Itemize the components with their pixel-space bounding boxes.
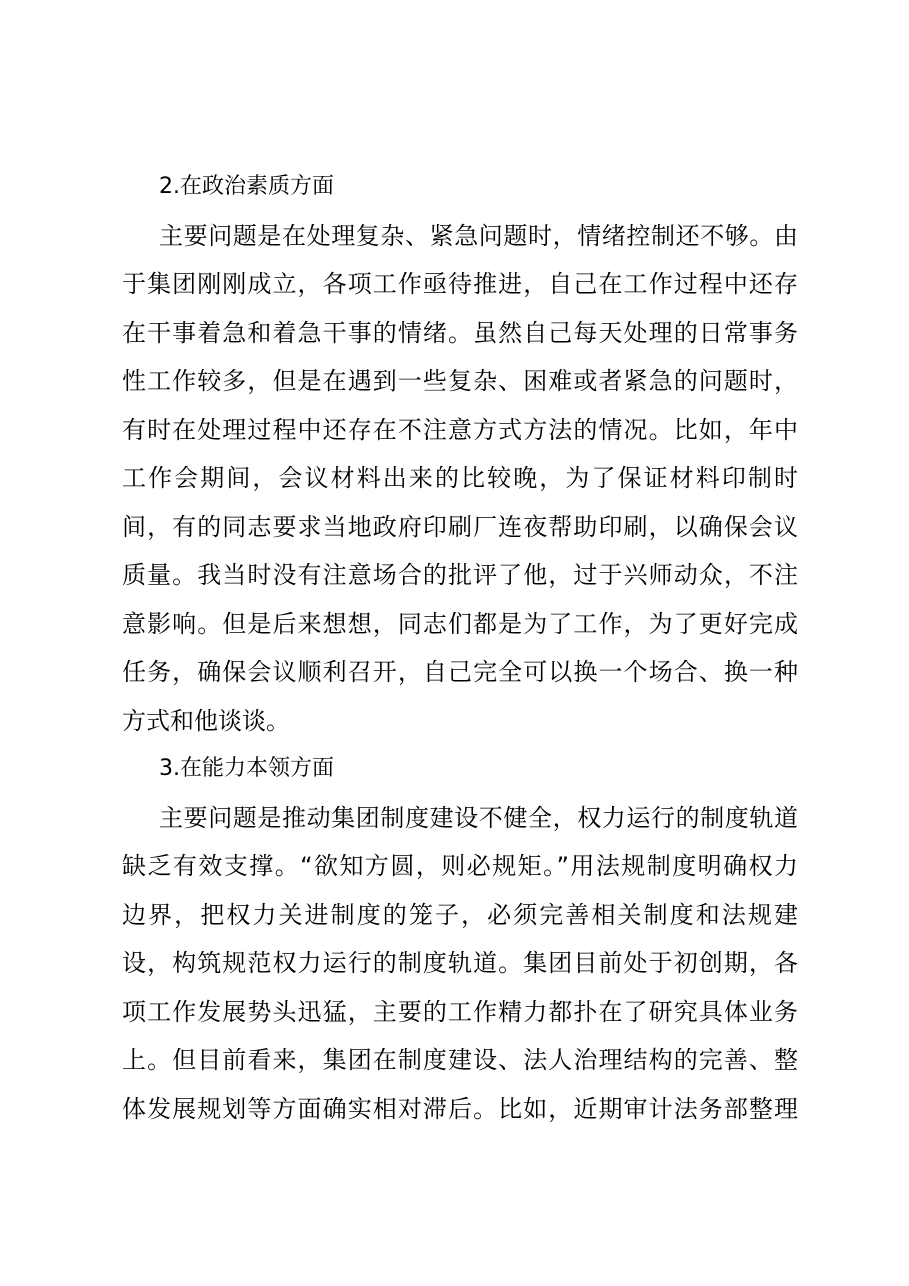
paragraph-line: 缺乏有效支撑。“欲知方圆，则必规矩。”用法规制度明确权力: [122, 852, 798, 880]
paragraph-line: 设，构筑规范权力运行的制度轨道。集团目前处于初创期，各: [122, 949, 798, 977]
paragraph-line: 主要问题是推动集团制度建设不健全，权力运行的制度轨道: [159, 803, 798, 832]
paragraph-line: 性工作较多，但是在遇到一些复杂、困难或者紧急的问题时，: [122, 367, 798, 395]
paragraph-line: 任务，确保会议顺利召开，自己完全可以换一个场合、换一种: [122, 658, 798, 686]
paragraph-line: 间，有的同志要求当地政府印刷厂连夜帮助印刷，以确保会议: [122, 512, 798, 541]
paragraph-line: 质量。我当时没有注意场合的批评了他，过于兴师动众，不注: [122, 561, 798, 589]
paragraph-line: 体发展规划等方面确实相对滞后。比如，近期审计法务部整理: [122, 1094, 798, 1123]
paragraph-line: 在干事着急和着急干事的情绪。虽然自己每天处理的日常事务: [122, 318, 798, 347]
paragraph-line: 上。但目前看来，集团在制度建设、法人治理结构的完善、整: [122, 1046, 798, 1074]
paragraph-line: 意影响。但是后来想想，同志们都是为了工作，为了更好完成: [122, 609, 798, 638]
paragraph-line: 有时在处理过程中还存在不注意方式方法的情况。比如，年中: [122, 415, 798, 444]
paragraph-line: 工作会期间，会议材料出来的比较晚，为了保证材料印制时: [122, 464, 798, 492]
paragraph-line: 于集团刚刚成立，各项工作亟待推进，自己在工作过程中还存: [122, 270, 798, 298]
section-heading-political: 2.在政治素质方面: [159, 174, 334, 199]
section-heading-ability: 3.在能力本领方面: [159, 756, 334, 781]
paragraph-line-last: 方式和他谈谈。: [122, 706, 290, 735]
document-body: [122, 163, 798, 1133]
paragraph-line: 边界，把权力关进制度的笼子，必须完善相关制度和法规建: [122, 900, 798, 929]
paragraph-line: 项工作发展势头迅猛，主要的工作精力都扑在了研究具体业务: [122, 997, 798, 1026]
paragraph-line: 主要问题是在处理复杂、紧急问题时，情绪控制还不够。由: [159, 221, 798, 250]
